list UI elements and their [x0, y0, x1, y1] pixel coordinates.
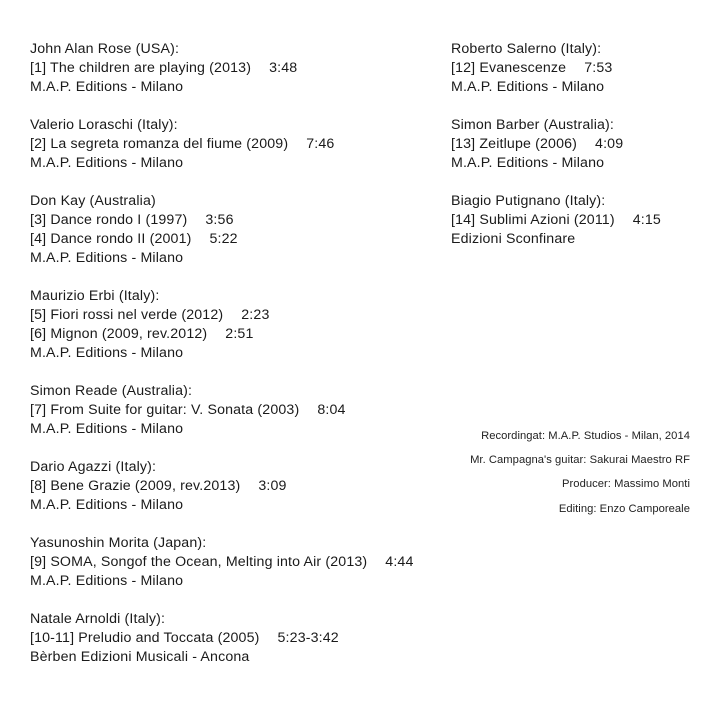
- composer-name: Simon Reade (Australia):: [30, 383, 193, 399]
- publisher: M.A.P. Editions - Milano: [30, 345, 184, 361]
- composer-entry: [451, 116, 711, 173]
- credit-line: Mr. Campagna's guitar: Sakurai Maestro RF: [470, 454, 690, 467]
- recording-credits: [470, 424, 690, 521]
- composer-entry: [30, 116, 450, 173]
- track-duration: 4:15: [632, 212, 661, 228]
- publisher: M.A.P. Editions - Milano: [451, 79, 605, 95]
- track-title: [13] Zeitlupe (2006): [451, 136, 578, 152]
- track-duration: 5:22: [209, 231, 238, 247]
- composer-name: Yasunoshin Morita (Japan):: [30, 535, 207, 551]
- composer-name: Don Kay (Australia): [30, 193, 156, 209]
- track-line: [30, 230, 450, 249]
- track-line: [30, 59, 450, 78]
- track-line: [30, 306, 450, 325]
- composer-entry: [30, 382, 450, 439]
- track-line: [451, 135, 711, 154]
- composer-entry: [451, 40, 711, 97]
- track-title: [7] From Suite for guitar: V. Sonata (2003): [30, 402, 300, 418]
- track-line: [451, 59, 711, 78]
- track-duration: 5:23-3:42: [277, 630, 339, 646]
- track-title: [9] SOMA, Songof the Ocean, Melting into Air (2013): [30, 554, 368, 570]
- credit-line: Editing: Enzo Camporeale: [558, 502, 690, 515]
- composer-entry: [30, 192, 450, 268]
- track-title: [12] Evanescenze: [451, 60, 567, 76]
- publisher: M.A.P. Editions - Milano: [30, 573, 184, 589]
- track-line: [30, 553, 450, 572]
- track-duration: 2:51: [225, 326, 254, 342]
- track-line: [30, 135, 450, 154]
- composer-entry: [30, 610, 450, 667]
- publisher: M.A.P. Editions - Milano: [30, 497, 184, 513]
- track-duration: 3:48: [269, 60, 298, 76]
- publisher: Edizioni Sconfinare: [451, 231, 576, 247]
- track-line: [30, 401, 450, 420]
- publisher: M.A.P. Editions - Milano: [30, 79, 184, 95]
- publisher: M.A.P. Editions - Milano: [30, 250, 184, 266]
- track-duration: 8:04: [317, 402, 346, 418]
- composer-entry: [451, 192, 711, 249]
- composer-entry: [30, 287, 450, 363]
- composer-entry: [30, 458, 450, 515]
- track-duration: 3:56: [205, 212, 234, 228]
- composer-name: Natale Arnoldi (Italy):: [30, 611, 166, 627]
- track-line: [30, 477, 450, 496]
- publisher: M.A.P. Editions - Milano: [451, 155, 605, 171]
- composer-name: Maurizio Erbi (Italy):: [30, 288, 160, 304]
- track-title: [10-11] Preludio and Toccata (2005): [30, 630, 260, 646]
- composer-entry: [30, 40, 450, 97]
- track-duration: 4:44: [385, 554, 414, 570]
- track-title: [2] La segreta romanza del fiume (2009): [30, 136, 289, 152]
- track-line: [451, 211, 711, 230]
- composer-name: Valerio Loraschi (Italy):: [30, 117, 178, 133]
- composer-name: Dario Agazzi (Italy):: [30, 459, 157, 475]
- credit-line: Recordingat: M.A.P. Studios - Milan, 2014: [481, 430, 690, 442]
- track-list-right: [451, 40, 711, 268]
- track-title: [4] Dance rondo II (2001): [30, 231, 192, 247]
- composer-name: John Alan Rose (USA):: [30, 41, 180, 57]
- publisher: M.A.P. Editions - Milano: [30, 155, 184, 171]
- track-title: [5] Fiori rossi nel verde (2012): [30, 307, 224, 323]
- track-line: [30, 211, 450, 230]
- publisher: Bèrben Edizioni Musicali - Ancona: [30, 649, 250, 665]
- track-line: [30, 629, 450, 648]
- composer-name: Biagio Putignano (Italy):: [451, 193, 606, 209]
- track-line: [30, 325, 450, 344]
- track-title: [6] Mignon (2009, rev.2012): [30, 326, 208, 342]
- track-duration: 4:09: [595, 136, 624, 152]
- track-title: [8] Bene Grazie (2009, rev.2013): [30, 478, 241, 494]
- track-duration: 7:53: [584, 60, 613, 76]
- composer-name: Roberto Salerno (Italy):: [451, 41, 602, 57]
- credit-line: Producer: Massimo Monti: [562, 478, 690, 491]
- track-title: [14] Sublimi Azioni (2011): [451, 212, 615, 228]
- track-duration: 7:46: [306, 136, 335, 152]
- track-duration: 3:09: [258, 478, 287, 494]
- track-list-left: [30, 40, 450, 686]
- track-duration: 2:23: [241, 307, 270, 323]
- publisher: M.A.P. Editions - Milano: [30, 421, 184, 437]
- track-title: [1] The children are playing (2013): [30, 60, 252, 76]
- composer-entry: [30, 534, 450, 591]
- track-title: [3] Dance rondo I (1997): [30, 212, 188, 228]
- composer-name: Simon Barber (Australia):: [451, 117, 615, 133]
